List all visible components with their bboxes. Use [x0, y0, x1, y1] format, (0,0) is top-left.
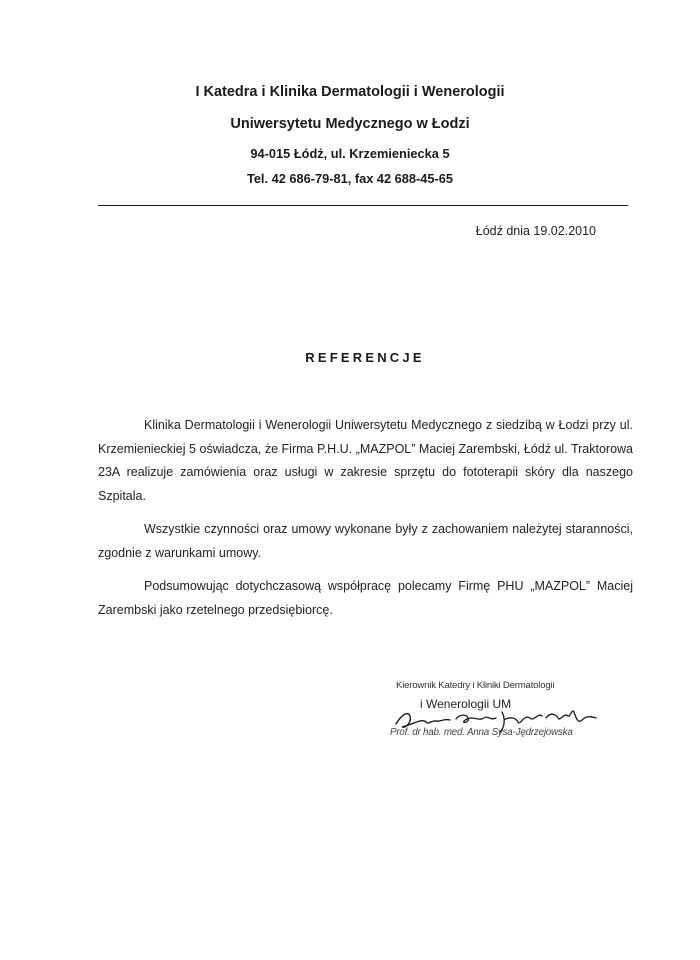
paragraph-1: Klinika Dermatologii i Wenerologii Uniwersytetu Medycznego z siedzibą w Łodzi przy ul. Krzemienieckiej 5 oświadcza, że Firma P.H.U. „MAZPOL” Maciej Zarembski, Łódź ul. Traktorowa 23A realizuje zamówienia oraz usługi w zakresie sprzętu do fototerapii skóry dla naszego Szpitala. [98, 418, 633, 503]
university-name: Uniwersytetu Medycznego w Łodzi [230, 116, 470, 132]
signatory-name: Prof. dr hab. med. Anna Sysa-Jędrzejowska [390, 727, 573, 738]
paragraph-2: Wszystkie czynności oraz umowy wykonane były z zachowaniem należytej staranności, zgodnie z warunkami umowy. [98, 522, 633, 560]
signature-block [380, 680, 620, 770]
address-line: 94-015 Łódź, ul. Krzemieniecka 5 [250, 146, 450, 161]
institution-name: I Katedra i Klinika Dermatologii i Wenerologii [195, 84, 505, 100]
header-divider [98, 205, 628, 206]
contact-line: Tel. 42 686-79-81, fax 42 688-45-65 [246, 171, 454, 186]
paragraph-3: Podsumowując dotychczasową współpracę polecamy Firmę PHU „MAZPOL” Maciej Zarembski jako rzetelnego przedsiębiorcę. [98, 579, 633, 617]
document-title: REFERENCJE [305, 350, 425, 365]
letter-date: Łódź dnia 19.02.2010 [475, 224, 596, 238]
stamp-title-line-2: i Wenerologii UM [420, 697, 512, 711]
letter-body [98, 414, 633, 632]
stamp-title-line-1: Kierownik Katedry i Kliniki Dermatologii [396, 680, 555, 691]
